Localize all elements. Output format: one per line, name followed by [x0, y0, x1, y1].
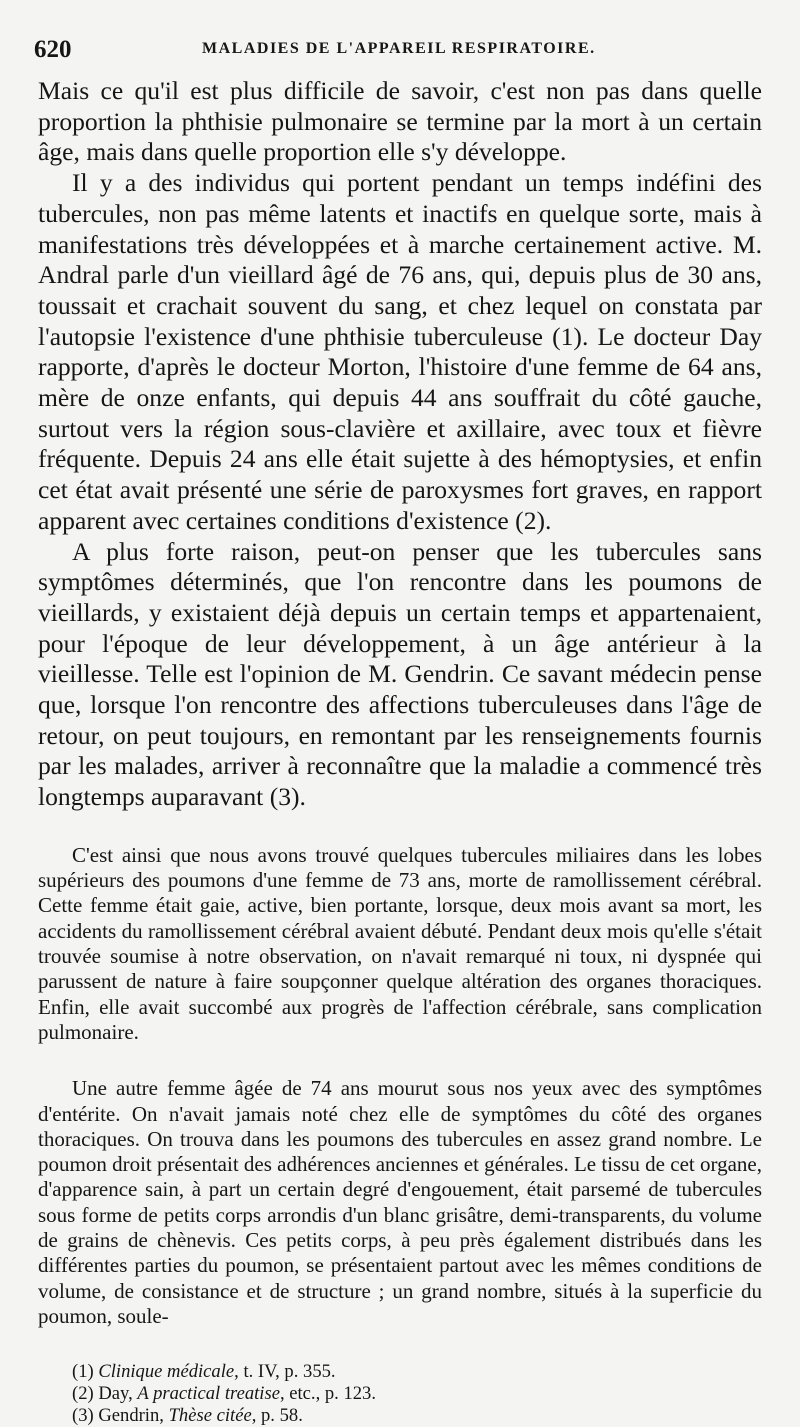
- footnote-marker: (2): [72, 1383, 94, 1405]
- footnote-marker: (3): [72, 1405, 94, 1427]
- footnote: [72, 1361, 762, 1383]
- footnote-work: Clinique médicale: [98, 1361, 235, 1383]
- footnote-rest: , p. 58.: [251, 1405, 303, 1427]
- paragraph: Mais ce qu'il est plus difficile de savoir, c'est non pas dans quelle proportion la phthisie pulmonaire se termine par la mort à un certain âge, mais dans quelle proportion elle s'y développe.: [38, 76, 762, 167]
- footnote-rest: , etc., p. 123.: [279, 1383, 376, 1405]
- paragraph: A plus forte raison, peut-on penser que les tubercules sans symptômes déterminés, que l'on rencontre dans les poumons de vieillards, y existaient déjà depuis un certain temps et appartenaient, pour l'époque de leur développement, à un âge antérieur à la vieillesse. Telle est l'opinion de M. Gendrin. Ce savant médecin pense que, lorsque l'on rencontre des affections tuberculeuses dans l'âge de retour, on peut toujours, en remontant par les renseignements fournis par les malades, arriver à reconnaître que la maladie a commencé très longtemps auparavant (3).: [38, 536, 762, 812]
- footnote-work: A practical treatise: [137, 1383, 280, 1405]
- footnote-author: Gendrin,: [98, 1405, 164, 1427]
- main-text: [38, 76, 762, 813]
- footnote: [72, 1383, 762, 1405]
- footnote-rest: , t. IV, p. 355.: [234, 1361, 336, 1383]
- page-header: [34, 36, 770, 64]
- paragraph: Il y a des individus qui portent pendant un temps indéfini des tubercules, non pas même latents et inactifs en quelque sorte, mais à manifestations très développées et à marche certainement active. M. Andral parle d'un vieillard âgé de 76 ans, qui, depuis plus de 30 ans, toussait et crachait souvent du sang, et chez lequel on constata par l'autopsie l'existence d'une phthisie tuberculeuse (1). Le docteur Day rapporte, d'après le docteur Morton, l'histoire d'une femme de 64 ans, mère de onze enfants, qui depuis 44 ans souffrait du côté gauche, surtout vers la région sous-clavière et axillaire, avec toux et fièvre fréquente. Depuis 24 ans elle était sujette à des hémoptysies, et enfin cet état avait présenté une série de paroxysmes fort graves, en rapport apparent avec certaines conditions d'existence (2).: [38, 168, 762, 535]
- footnote-author: Day,: [98, 1383, 133, 1405]
- page-body: [38, 76, 762, 1427]
- footnote-work: Thèse citée: [168, 1405, 252, 1427]
- footnotes: [38, 1361, 762, 1427]
- page-number: 620: [34, 36, 72, 63]
- footnote: [72, 1405, 762, 1427]
- footnote-marker: (1): [72, 1361, 94, 1383]
- observation-paragraph: C'est ainsi que nous avons trouvé quelques tubercules miliaires dans les lobes supérieurs des poumons d'une femme de 73 ans, morte de ramollissement cérébral. Cette femme était gaie, active, bien portante, lorsque, deux mois avant sa mort, les accidents du ramollissement cérébral avaient débuté. Pendant deux mois qu'elle s'était trouvée soumise à notre observation, on n'avait remarqué ni toux, ni dyspnée qui parussent de nature à faire soupçonner quelque altération des organes thoraciques. Enfin, elle avait succombé aux progrès de l'affection cérébrale, sans complication pulmonaire.: [38, 842, 762, 1044]
- observation-paragraph: Une autre femme âgée de 74 ans mourut sous nos yeux avec des symptômes d'entérite. On n'avait jamais noté chez elle de symptômes du côté des organes thoraciques. On trouva dans les poumons des tubercules en assez grand nombre. Le poumon droit présentait des adhérences anciennes et générales. Le tissu de cet organe, d'apparence sain, à part un certain degré d'engouement, était parsemé de tubercules sous forme de petits corps arrondis d'un blanc grisâtre, demi-transparents, du volume de grains de chènevis. Ces petits corps, à peu près également distribués dans les différentes parties du poumon, se présentaient partout avec les mêmes conditions de volume, de consistance et de structure ; un grand nombre, situés à la superficie du poumon, soule-: [38, 1076, 762, 1328]
- running-title: MALADIES DE L'APPAREIL RESPIRATOIRE.: [202, 40, 596, 57]
